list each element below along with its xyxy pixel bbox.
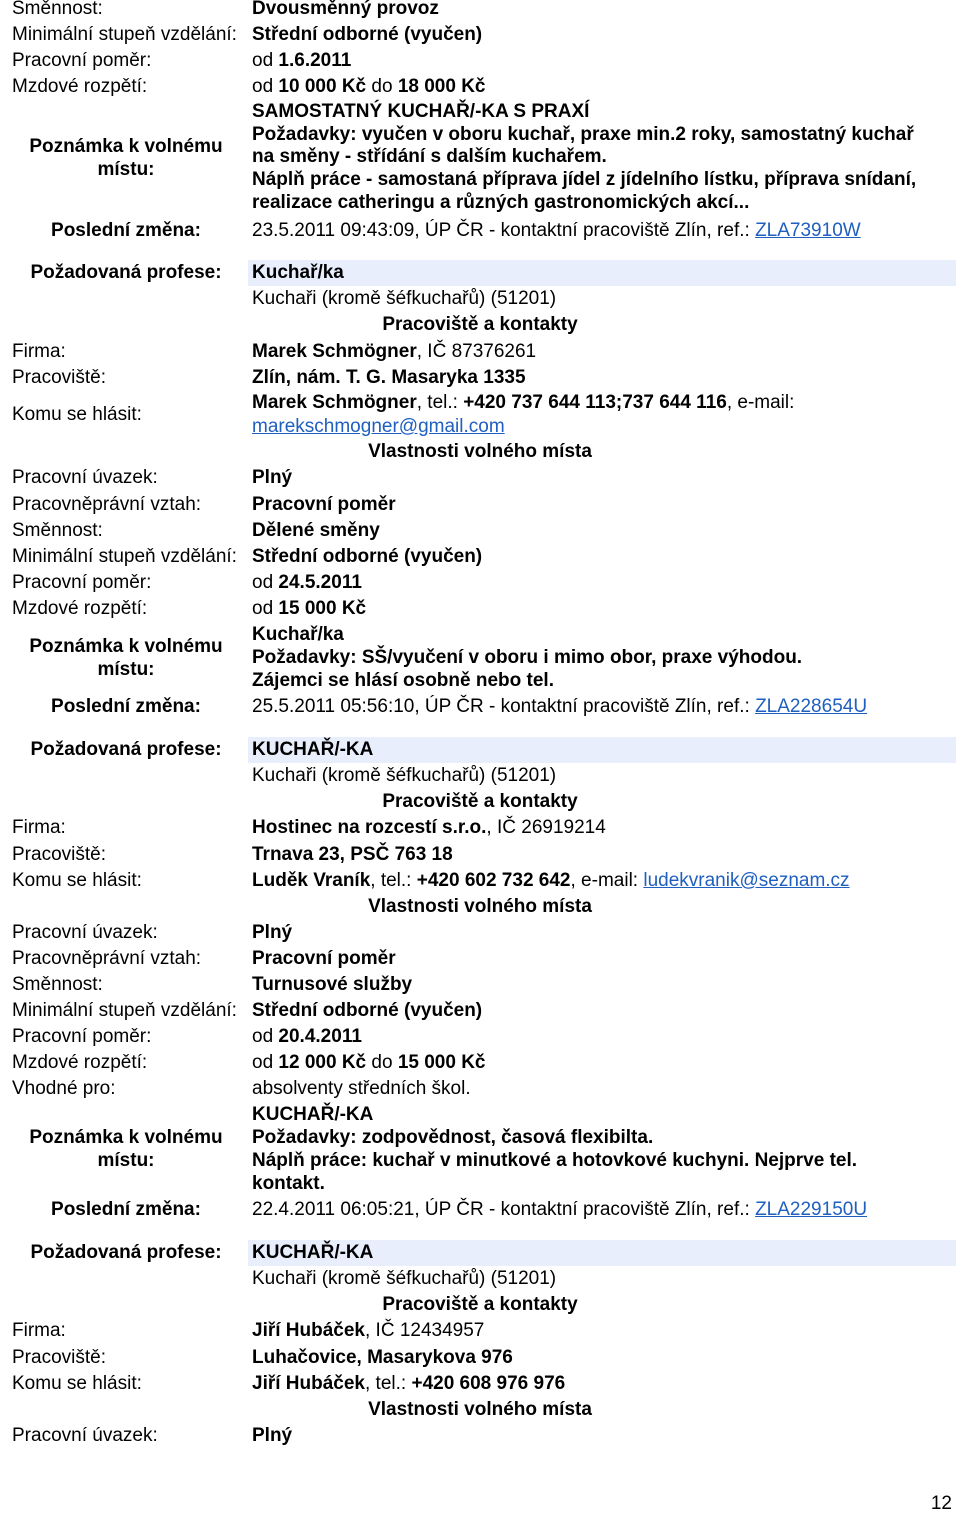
ref-link[interactable]: ZLA229150U: [755, 1199, 868, 1220]
label-mzdove-rozpeti: Mzdové rozpětí:: [12, 598, 148, 619]
value-mzdove-rozpeti: od 15 000 Kč: [252, 598, 367, 619]
value-klasifikace: Kuchaři (kromě šéfkuchařů) (51201): [252, 1268, 557, 1289]
label-min-vzdelani: Minimální stupeň vzdělání:: [12, 1000, 237, 1021]
label-smennost: Směnnost:: [12, 520, 103, 541]
label-poznamka-1: Poznámka k volnému: [29, 636, 223, 657]
value-mzdove-rozpeti: od 10 000 Kč do 18 000 Kč: [252, 76, 486, 97]
label-pracovnepravni-vztah: Pracovněprávní vztah:: [12, 948, 202, 969]
label-poznamka-2: místu:: [97, 159, 155, 180]
label-posledni-zmena: Poslední změna:: [51, 1199, 201, 1220]
ref-link[interactable]: ZLA73910W: [755, 220, 861, 241]
value-vztah: Pracovní poměr: [252, 948, 396, 969]
label-pracoviste: Pracoviště:: [12, 1347, 106, 1368]
label-mzdove-rozpeti: Mzdové rozpětí:: [12, 76, 148, 97]
value-posledni-zmena: 22.4.2011 06:05:21, ÚP ČR - kontaktní pracoviště Zlín, ref.: ZLA229150U: [252, 1199, 868, 1220]
email-link[interactable]: ludekvranik@seznam.cz: [643, 870, 850, 891]
poznamka-line-3: Zájemci se hlásí osobně nebo tel.: [252, 670, 554, 691]
value-firma: Hostinec na rozcestí s.r.o., IČ 26919214: [252, 817, 606, 838]
value-vzdelani: Střední odborné (vyučen): [252, 1000, 483, 1021]
value-smennost: Dvousměnný provoz: [252, 0, 439, 19]
value-kontakt: Marek Schmögner, tel.: +420 737 644 113;737 644 116, e-mail:: [252, 392, 795, 413]
label-poznamka-1: Poznámka k volnému: [29, 136, 223, 157]
value-smennost: Dělené směny: [252, 520, 380, 541]
label-pracovnepravni-vztah: Pracovněprávní vztah:: [12, 494, 202, 515]
value-profese: Kuchař/ka: [252, 262, 344, 283]
value-pracoviste: Luhačovice, Masarykova 976: [252, 1347, 513, 1368]
label-komu-se-hlasit: Komu se hlásit:: [12, 404, 142, 425]
value-vhodne-pro: absolventy středních škol.: [252, 1078, 471, 1099]
label-pozadovana-profese: Požadovaná profese:: [30, 1242, 222, 1263]
label-pozadovana-profese: Požadovaná profese:: [30, 739, 222, 760]
label-posledni-zmena: Poslední změna:: [51, 220, 201, 241]
value-klasifikace: Kuchaři (kromě šéfkuchařů) (51201): [252, 288, 557, 309]
value-posledni-zmena: 25.5.2011 05:56:10, ÚP ČR - kontaktní pracoviště Zlín, ref.: ZLA228654U: [252, 696, 868, 717]
label-min-vzdelani: Minimální stupeň vzdělání:: [12, 24, 237, 45]
label-pracovni-uvazek: Pracovní úvazek:: [12, 467, 158, 488]
value-pracovni-pomer: od 1.6.2011: [252, 50, 352, 71]
value-vzdelani: Střední odborné (vyučen): [252, 24, 483, 45]
value-firma: Jiří Hubáček, IČ 12434957: [252, 1320, 485, 1341]
value-uvazek: Plný: [252, 922, 293, 943]
section-vlastnosti: Vlastnosti volného místa: [368, 1399, 592, 1420]
label-pracoviste: Pracoviště:: [12, 367, 106, 388]
label-pracovni-uvazek: Pracovní úvazek:: [12, 922, 158, 943]
poznamka-line-2: Požadavky: vyučen v oboru kuchař, praxe min.2 roky, samostatný kuchař: [252, 124, 914, 145]
poznamka-line-4: kontakt.: [252, 1173, 325, 1194]
label-pracoviste: Pracoviště:: [12, 844, 106, 865]
value-mzdove-rozpeti: od 12 000 Kč do 15 000 Kč: [252, 1052, 486, 1073]
value-email-line: [252, 416, 505, 438]
label-poznamka-2: místu:: [97, 1150, 155, 1171]
poznamka-line-3: Náplň práce: kuchař v minutkové a hotovkové kuchyni. Nejprve tel.: [252, 1150, 858, 1171]
section-pracoviste-kontakty: Pracoviště a kontakty: [382, 791, 578, 812]
label-mzdove-rozpeti: Mzdové rozpětí:: [12, 1052, 148, 1073]
label-pracovni-uvazek: Pracovní úvazek:: [12, 1425, 158, 1446]
value-posledni-zmena: 23.5.2011 09:43:09, ÚP ČR - kontaktní pracoviště Zlín, ref.: ZLA73910W: [252, 220, 861, 241]
label-posledni-zmena: Poslední změna:: [51, 696, 201, 717]
value-pracovni-pomer: od 24.5.2011: [252, 572, 362, 593]
label-firma: Firma:: [12, 817, 66, 838]
profession-highlight: [248, 260, 956, 286]
label-komu-se-hlasit: Komu se hlásit:: [12, 870, 142, 891]
label-min-vzdelani: Minimální stupeň vzdělání:: [12, 546, 237, 567]
value-klasifikace: Kuchaři (kromě šéfkuchařů) (51201): [252, 765, 557, 786]
value-vztah: Pracovní poměr: [252, 494, 396, 515]
label-poznamka-1: Poznámka k volnému: [29, 1127, 223, 1148]
poznamka-line-2: Požadavky: SŠ/vyučení v oboru i mimo obor, praxe výhodou.: [252, 647, 803, 668]
poznamka-line-2: Požadavky: zodpovědnost, časová flexibilta.: [252, 1127, 654, 1148]
section-vlastnosti: Vlastnosti volného místa: [368, 441, 592, 462]
value-uvazek: Plný: [252, 467, 293, 488]
label-poznamka-2: místu:: [97, 659, 155, 680]
poznamka-line-5: realizace catheringu a různých gastronomických akcí...: [252, 192, 750, 213]
poznamka-line-3: na směny - střídání s dalším kuchařem.: [252, 146, 607, 167]
poznamka-line-1: SAMOSTATNÝ KUCHAŘ/-KA S PRAXÍ: [252, 101, 590, 122]
section-pracoviste-kontakty: Pracoviště a kontakty: [382, 1294, 578, 1315]
label-pozadovana-profese: Požadovaná profese:: [30, 262, 222, 283]
page-number: 12: [930, 1493, 952, 1514]
poznamka-line-4: Náplň práce - samostaná příprava jídel z jídelního lístku, příprava snídaní,: [252, 169, 917, 190]
value-kontakt: Luděk Vraník, tel.: +420 602 732 642, e-mail: ludekvranik@seznam.cz: [252, 870, 850, 891]
value-kontakt: Jiří Hubáček, tel.: +420 608 976 976: [252, 1373, 566, 1394]
label-pracovni-pomer: Pracovní poměr:: [12, 1026, 152, 1047]
label-firma: Firma:: [12, 341, 66, 362]
label-firma: Firma:: [12, 1320, 66, 1341]
value-uvazek: Plný: [252, 1425, 293, 1446]
value-profese: KUCHAŘ/-KA: [252, 1242, 374, 1263]
value-pracoviste: Trnava 23, PSČ 763 18: [252, 844, 453, 865]
value-smennost: Turnusové služby: [252, 974, 413, 995]
value-pracoviste: Zlín, nám. T. G. Masaryka 1335: [252, 367, 526, 388]
poznamka-line-1: Kuchař/ka: [252, 624, 344, 645]
email-link[interactable]: marekschmogner@gmail.com: [252, 416, 505, 437]
label-pracovni-pomer: Pracovní poměr:: [12, 50, 152, 71]
poznamka-line-1: KUCHAŘ/-KA: [252, 1104, 374, 1125]
label-smennost: Směnnost:: [12, 0, 103, 19]
section-pracoviste-kontakty: Pracoviště a kontakty: [382, 314, 578, 335]
value-profese: KUCHAŘ/-KA: [252, 739, 374, 760]
label-vhodne-pro: Vhodné pro:: [12, 1078, 116, 1099]
label-komu-se-hlasit: Komu se hlásit:: [12, 1373, 142, 1394]
value-vzdelani: Střední odborné (vyučen): [252, 546, 483, 567]
value-firma: Marek Schmögner, IČ 87376261: [252, 341, 537, 362]
value-pracovni-pomer: od 20.4.2011: [252, 1026, 362, 1047]
label-smennost: Směnnost:: [12, 974, 103, 995]
section-vlastnosti: Vlastnosti volného místa: [368, 896, 592, 917]
ref-link[interactable]: ZLA228654U: [755, 696, 868, 717]
label-pracovni-pomer: Pracovní poměr:: [12, 572, 152, 593]
